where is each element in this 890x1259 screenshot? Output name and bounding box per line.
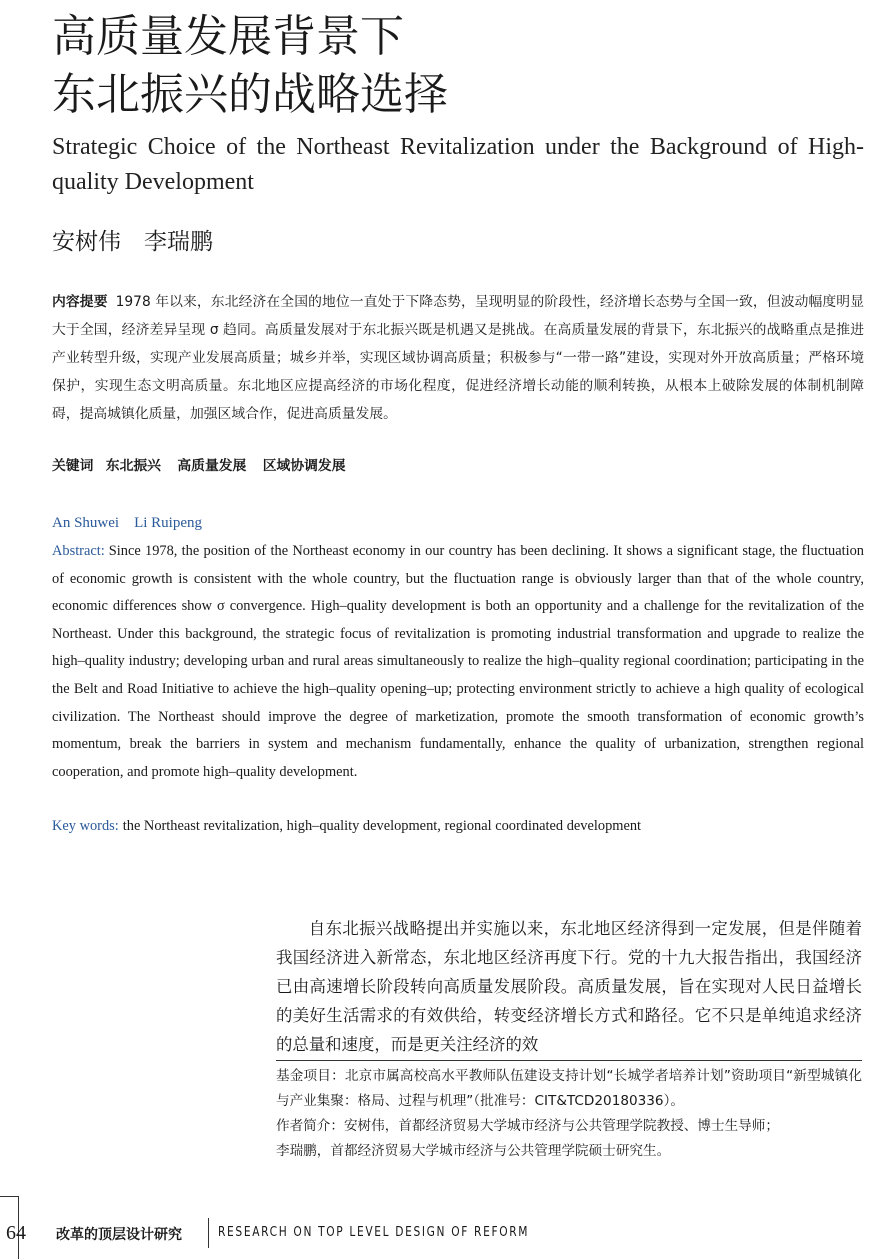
page-number: 64 <box>6 1222 26 1244</box>
journal-name-english: RESEARCH ON TOP LEVEL DESIGN OF REFORM <box>218 1225 530 1240</box>
article-title-chinese <box>52 8 872 124</box>
abstract-chinese-text: 1978 年以来，东北经济在全国的地位一直处于下降态势，呈现明显的阶段性，经济增长态势与全国一致，但波动幅度明显大于全国，经济差异呈现 σ 趋同。高质量发展对于东北振兴既是机遇又是挑战。在高质量发展的背景下，东北振兴的战略重点是推进产业转型升级，实现产业发展高质量；城乡并举，实现区域协调高质量；积极参与“一带一路”建设，实现对外开放高质量；严格环境保护，实现生态文明高质量。东北地区应提高经济的市场化程度，促进经济增长动能的顺利转换，从根本上破除发展的体制机制障碍，提高城镇化质量，加强区域合作，促进高质量发展。 <box>52 294 865 422</box>
authors-english: An Shuwei Li Ruipeng <box>52 515 202 531</box>
footnote-bio-2: 李瑞鹏，首都经济贸易大学城市经济与公共管理学院硕士研究生。 <box>276 1143 671 1159</box>
keywords-english-label: Key words: <box>52 818 119 834</box>
abstract-english-label: Abstract: <box>52 543 105 559</box>
keyword-item: 东北振兴 <box>105 458 161 474</box>
keywords-english <box>52 814 864 838</box>
keywords-chinese <box>52 454 864 478</box>
abstract-english <box>52 538 864 786</box>
keyword-item: 高质量发展 <box>177 458 247 474</box>
keywords-english-text: the Northeast revitalization, high–quality development, regional coordinated development <box>122 818 642 834</box>
keywords-chinese-label: 关键词 <box>52 458 94 474</box>
journal-name-chinese: 改革的顶层设计研究 <box>56 1227 182 1243</box>
abstract-english-text: Since 1978, the position of the Northeast economy in our country has been declining. It shows a significant stage, the fluctuation of economic growth is consistent with the whole country, but the fluctuation range is obviously larger than that of the whole country, economic differences show σ convergence. High–quality development is both an opportunity and a challenge for the revitalization of the Northeast. Under this background, the strategic focus of revitalization is promoting industrial transformation and upgrade to realize the high–quality industry; developing urban and rural areas simultaneously to realize the high–quality regional coordination; participating in the the Belt and Road Initiative to achieve the high–quality opening–up; protecting environment strictly to achieve a high quality of ecological civilization. The Northeast should improve the degree of marketization, promote the smooth transformation of economic growth’s momentum, break the barriers in system and mechanism fundamentally, enhance the quality of urbanization, strengthen regional cooperation, and promote high–quality development. <box>52 543 864 780</box>
keyword-item: 区域协调发展 <box>262 458 346 474</box>
article-title-english: Strategic Choice of the Northeast Revitalization under the Background of High-quality Development <box>52 134 864 195</box>
footnotes <box>276 1064 862 1164</box>
authors-chinese: 安树伟 李瑞鹏 <box>52 229 213 255</box>
abstract-chinese-label: 内容提要 <box>52 294 108 310</box>
footnote-fund: 基金项目：北京市属高校高水平教师队伍建设支持计划“长城学者培养计划”资助项目“新型城镇化与产业集聚：格局、过程与机理”（批准号：CIT&TCD20180336）。 <box>276 1068 862 1109</box>
title-line-2: 东北振兴的战略选择 <box>52 69 448 120</box>
footnote-divider <box>276 1060 862 1061</box>
body-paragraph: 自东北振兴战略提出并实施以来，东北地区经济得到一定发展，但是伴随着我国经济进入新常态，东北地区经济再度下行。党的十九大报告指出，我国经济已由高速增长阶段转向高质量发展阶段。高质量发展，旨在实现对人民日益增长的美好生活需求的有效供给，转变经济增长方式和路径。它不只是单纯追求经济的总量和速度，而是更关注经济的效 <box>276 919 862 1054</box>
title-line-1: 高质量发展背景下 <box>52 11 404 62</box>
footer-divider <box>208 1218 209 1248</box>
footnote-bio-1: 作者简介：安树伟，首都经济贸易大学城市经济与公共管理学院教授、博士生导师； <box>276 1118 779 1134</box>
abstract-chinese <box>52 288 864 428</box>
